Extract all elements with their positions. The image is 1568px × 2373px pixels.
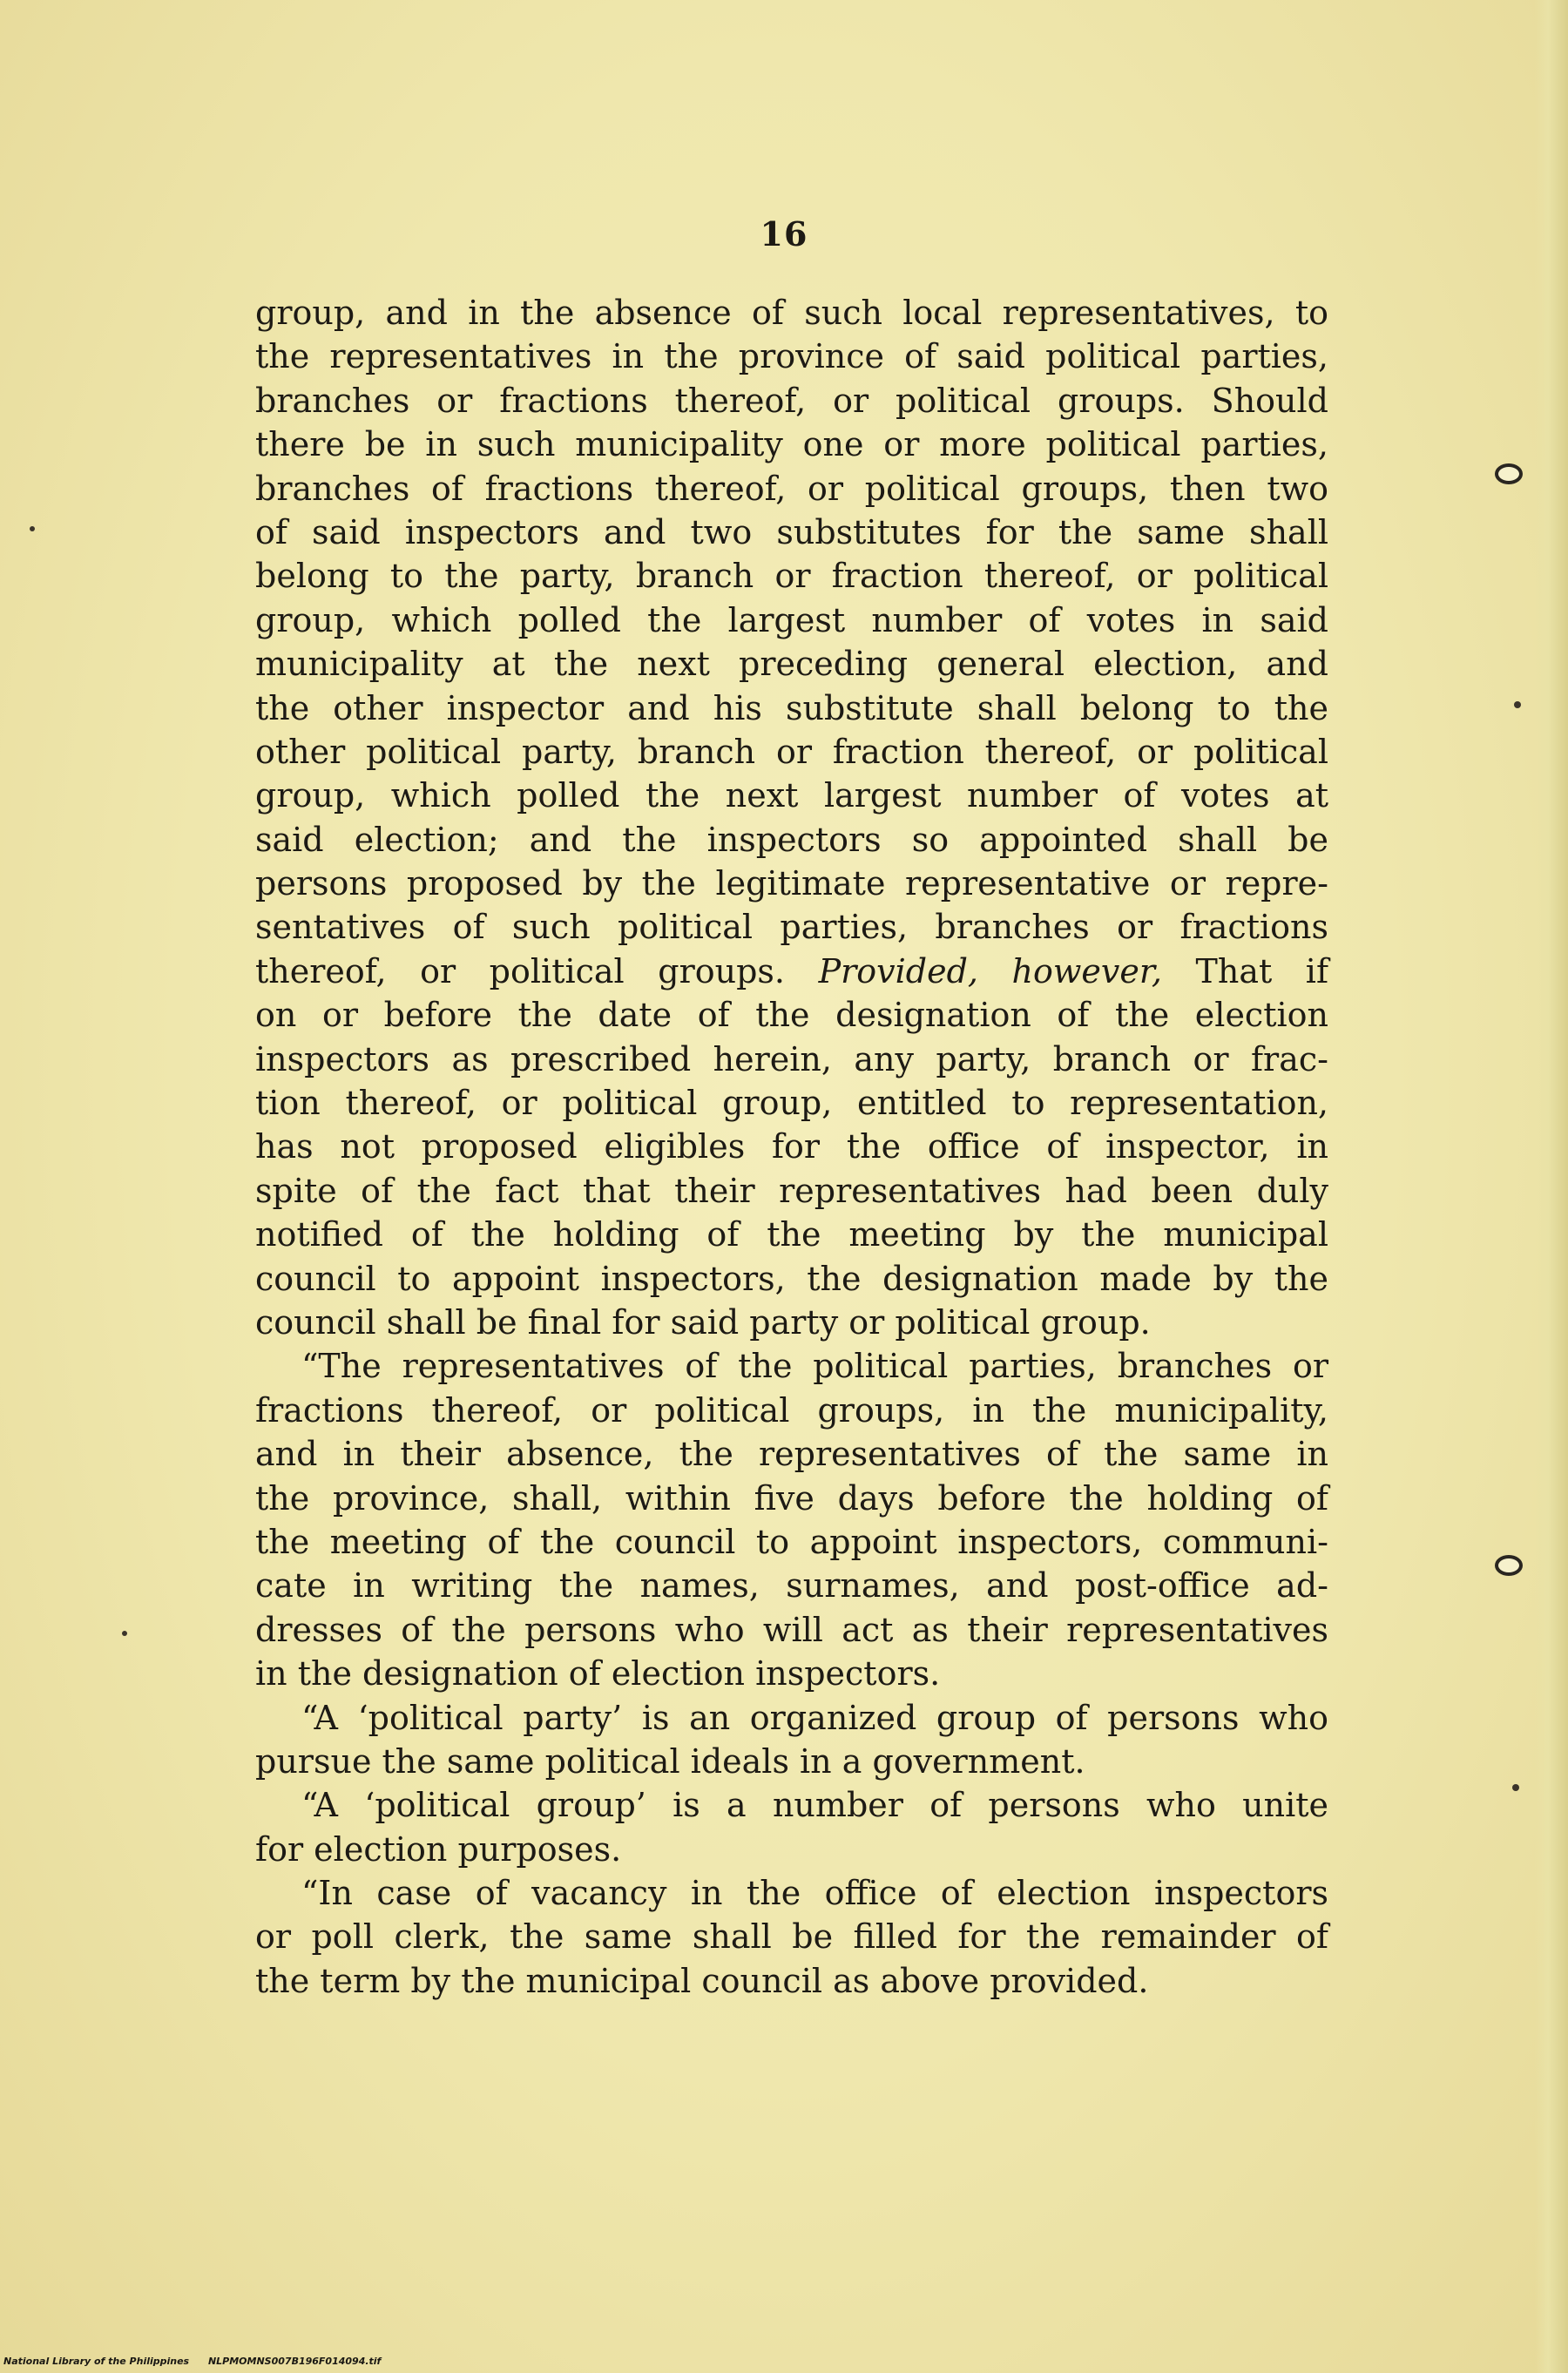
text-line: other political party, branch or fraction thereof, or political — [255, 732, 1328, 771]
paragraph-representatives-line: the meeting of the council to appoint inspectors, communi- — [255, 1522, 1328, 1561]
ink-speck — [30, 526, 35, 531]
page-edge-shadow — [1535, 0, 1568, 2373]
proviso-after: That if — [1161, 951, 1329, 990]
ink-speck — [122, 1631, 127, 1636]
text-line: on or before the date of the designation of the election — [255, 996, 1328, 1035]
paragraph-party-line: “A ‘political party’ is an organized group of persons who — [301, 1698, 1328, 1737]
paragraph-vacancy-line: “In case of vacancy in the office of election inspectors — [301, 1874, 1328, 1913]
text-line: persons proposed by the legitimate representative or repre- — [255, 864, 1328, 903]
paragraph-group-line: “A ‘political group’ is a number of persons who unite — [301, 1786, 1328, 1825]
footer-library: National Library of the Philippines — [3, 2356, 190, 2367]
paragraph-representatives-line: cate in writing the names, surnames, and post-office ad- — [255, 1566, 1328, 1606]
text-line: the representatives in the province of said political parties, — [255, 337, 1328, 376]
paragraph-representatives-line: “The representatives of the political parties, branches or — [301, 1347, 1328, 1386]
text-line: inspectors as prescribed herein, any party, branch or frac- — [255, 1039, 1328, 1078]
text-line: branches or fractions thereof, or political groups. Should — [255, 381, 1328, 420]
paragraph-group-line: for election purposes. — [255, 1829, 622, 1869]
body-text — [255, 291, 1328, 2003]
paragraph-vacancy-line: or poll clerk, the same shall be filled for the remainder of — [255, 1917, 1328, 1957]
text-line: group, which polled the largest number of votes in said — [255, 600, 1328, 639]
ink-speck — [1514, 701, 1521, 708]
archive-footer — [3, 2356, 396, 2367]
paragraph-party-line: pursue the same political ideals in a government. — [255, 1741, 1085, 1781]
text-line: of said inspectors and two substitutes for the same shall — [255, 512, 1328, 551]
paragraph-representatives-line: fractions thereof, or political groups, in the municipality, — [255, 1390, 1328, 1430]
binding-hole — [1495, 1555, 1523, 1576]
paragraph-representatives-line: and in their absence, the representatives of the same in — [255, 1435, 1328, 1474]
proviso-italic: Provided, however, — [818, 951, 1162, 990]
text-line: said election; and the inspectors so appointed shall be — [255, 820, 1328, 859]
binding-hole — [1495, 463, 1523, 484]
text-line: the other inspector and his substitute shall belong to the — [255, 688, 1328, 727]
text-line: council to appoint inspectors, the designation made by the — [255, 1259, 1328, 1298]
proviso-line — [255, 950, 1328, 993]
ink-speck — [1512, 1784, 1519, 1791]
text-line: has not proposed eligibles for the office of inspector, in — [255, 1127, 1328, 1166]
text-line: notified of the holding of the meeting by the municipal — [255, 1215, 1328, 1254]
paragraph-representatives-line: dresses of the persons who will act as their representatives — [255, 1610, 1328, 1649]
text-line: spite of the fact that their representatives had been duly — [255, 1171, 1328, 1210]
paragraph-representatives-line: the province, shall, within five days before the holding of — [255, 1478, 1328, 1518]
proviso-before: thereof, or political groups. — [255, 951, 819, 990]
text-line: sentatives of such political parties, branches or fractions — [255, 908, 1328, 947]
text-line: belong to the party, branch or fraction thereof, or political — [255, 557, 1328, 596]
text-line: branches of fractions thereof, or political groups, then two — [255, 469, 1328, 508]
paragraph-vacancy-line: the term by the municipal council as above provided. — [255, 1961, 1149, 2000]
text-line: group, which polled the next largest number of votes at — [255, 776, 1328, 815]
text-line: municipality at the next preceding general election, and — [255, 645, 1328, 684]
paragraph-representatives-line: in the designation of election inspectors. — [255, 1654, 941, 1694]
footer-file-id: NLPMOMNS007B196F014094.tif — [207, 2356, 382, 2367]
text-line: tion thereof, or political group, entitled to representation, — [255, 1084, 1328, 1123]
text-line: group, and in the absence of such local representatives, to — [255, 294, 1328, 332]
text-line: there be in such municipality one or more political parties, — [255, 425, 1328, 464]
page-number: 16 — [760, 214, 808, 254]
text-line: council shall be final for said party or political group. — [255, 1302, 1151, 1342]
